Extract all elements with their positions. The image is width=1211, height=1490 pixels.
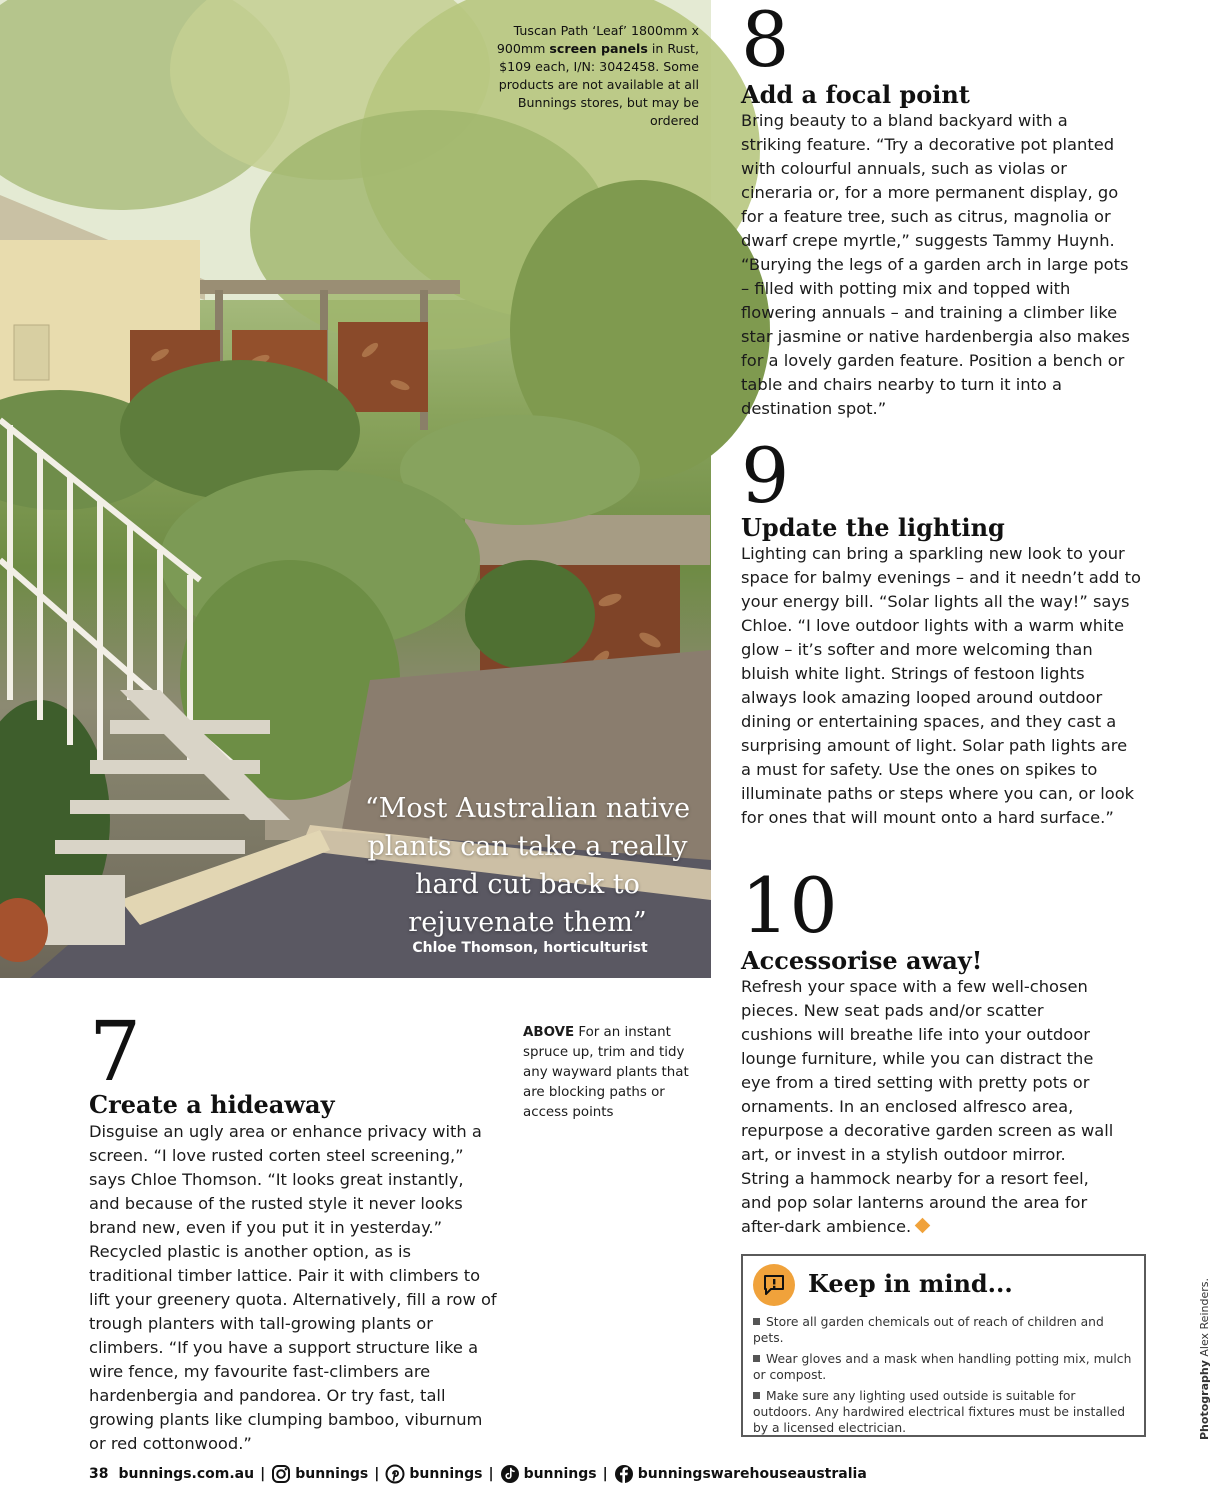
separator: |	[602, 1466, 608, 1482]
page-footer	[89, 1462, 867, 1486]
keep-in-mind-box	[741, 1254, 1146, 1437]
pull-quote-attribution: Chloe Thomson, horticulturist	[412, 940, 648, 956]
caption-text-end: in Rust, $109 each, I/N: 3042458. Some products are not available at all Bunnings stores, but may be ordered	[498, 41, 699, 128]
section-body: Disguise an ugly area or enhance privacy with a screen. “I love rusted corten steel screening,” says Chloe Thomson. “It looks great instantly, and because of the rusted style it never looks brand new, even if you put it in yesterday.” Recycled plastic is another option, as is traditional timber lattice. Pair it with climbers to lift your greenery quota. Alternatively, fill a row of trough planters with tall-growing plants or climbers. “If you have a support structure like a wire fence, my favourite fast-climbers are hardenbergia and pandorea. Or try fast, tall growing plants like clumping bamboo, viburnum or red cottonwood.”	[89, 1122, 497, 1453]
section-heading: Add a focal point	[741, 80, 970, 109]
end-mark-diamond-icon	[915, 1218, 931, 1234]
facebook-icon	[614, 1464, 634, 1484]
section-number: 9	[741, 431, 790, 520]
photography-credit	[1186, 1278, 1211, 1440]
section-body	[741, 975, 1119, 1239]
section-number: 10	[741, 861, 838, 950]
instagram-handle[interactable]: bunnings	[295, 1466, 369, 1482]
section-body-text: Refresh your space with a few well-chosen pieces. New seat pads and/or scatter cushions will breathe life into your outdoor lounge furniture, while you can distract the eye from a tired setting with pretty pots or ornaments. In an enclosed alfresco area, repurpose a decorative garden screen as wall art, or invest in a stylish outdoor mirror. String a hammock nearby for a resort feel, and pop solar lanterns around the area for after-dark ambience.	[741, 977, 1114, 1236]
section-body: Lighting can bring a sparkling new look to your space for balmy evenings – and it needn’t add to your energy bill. “Solar lights all the way!” says Chloe. “I love outdoor lights with a warm white glow – it’s softer and more welcoming than bluish white light. Strings of festoon lights always look amazing looped around outdoor dining or entertaining spaces, and they cast a surprising amount of light. Solar path lights are a must for safety. Use the ones on spikes to illuminate paths or steps where you can, or look for ones that will mount onto a hard surface.”	[741, 544, 1141, 827]
section-heading: Update the lighting	[741, 513, 1005, 542]
list-item-text: Store all garden chemicals out of reach of children and pets.	[753, 1315, 1104, 1345]
photo-product-caption	[469, 22, 699, 130]
tiktok-handle[interactable]: bunnings	[523, 1466, 597, 1482]
section-heading: Accessorise away!	[741, 946, 983, 975]
bullet-square-icon	[753, 1392, 760, 1399]
list-item	[753, 1388, 1133, 1436]
pinterest-icon	[385, 1464, 405, 1484]
tiktok-icon	[500, 1464, 520, 1484]
section-number: 8	[741, 0, 790, 84]
list-item-text: Make sure any lighting used outside is suitable for outdoors. Any hardwired electrical fixtures must be installed by a licensed electrician.	[753, 1389, 1126, 1435]
pinterest-handle[interactable]: bunnings	[409, 1466, 483, 1482]
caption-text-bold: screen panels	[549, 41, 648, 56]
list-item-text: Wear gloves and a mask when handling potting mix, mulch or compost.	[753, 1352, 1132, 1382]
website-link[interactable]: bunnings.com.au	[118, 1466, 255, 1482]
caption-text: For an instant spruce up, trim and tidy any wayward plants that are blocking paths or access points	[523, 1025, 689, 1120]
separator: |	[374, 1466, 380, 1482]
caption-text-start: Tuscan Path ‘Leaf’ 1800mm x 900mm	[496, 23, 699, 56]
separator: |	[488, 1466, 494, 1482]
garden-photo	[0, 0, 711, 978]
keep-in-mind-title: Keep in mind...	[808, 1269, 1013, 1298]
caption-label: ABOVE	[523, 1025, 575, 1040]
section-heading: Create a hideaway	[89, 1090, 335, 1119]
section-body: Bring beauty to a bland backyard with a striking feature. “Try a decorative pot planted with colourful annuals, such as violas or cineraria or, for a more permanent display, go for a feature tree, such as citrus, magnolia or dwarf crepe myrtle,” suggests Tammy Huynh. “Burying the legs of a garden arch in large pots – filled with potting mix and topped with flowering annuals – and training a climber like star jasmine or native hardenbergia also makes for a lovely garden feature. Position a bench or table and chairs nearby to turn it into a destination spot.”	[741, 111, 1130, 418]
bullet-square-icon	[753, 1318, 760, 1325]
photo-caption-above	[523, 1023, 703, 1123]
list-item	[753, 1351, 1133, 1383]
bullet-square-icon	[753, 1355, 760, 1362]
credit-name: Alex Reinders.	[1198, 1278, 1211, 1361]
separator: |	[260, 1466, 266, 1482]
pull-quote: “Most Australian native plants can take a really hard cut back to rejuvenate them”	[364, 793, 691, 938]
credit-label: Photography	[1198, 1360, 1211, 1440]
instagram-icon	[271, 1464, 291, 1484]
speech-bubble-exclamation-icon	[753, 1264, 795, 1306]
list-item	[753, 1314, 1133, 1346]
section-number: 7	[89, 1005, 142, 1100]
keep-in-mind-list	[753, 1314, 1133, 1441]
page-number: 38	[89, 1466, 109, 1482]
facebook-handle[interactable]: bunningswarehouseaustralia	[637, 1466, 867, 1482]
